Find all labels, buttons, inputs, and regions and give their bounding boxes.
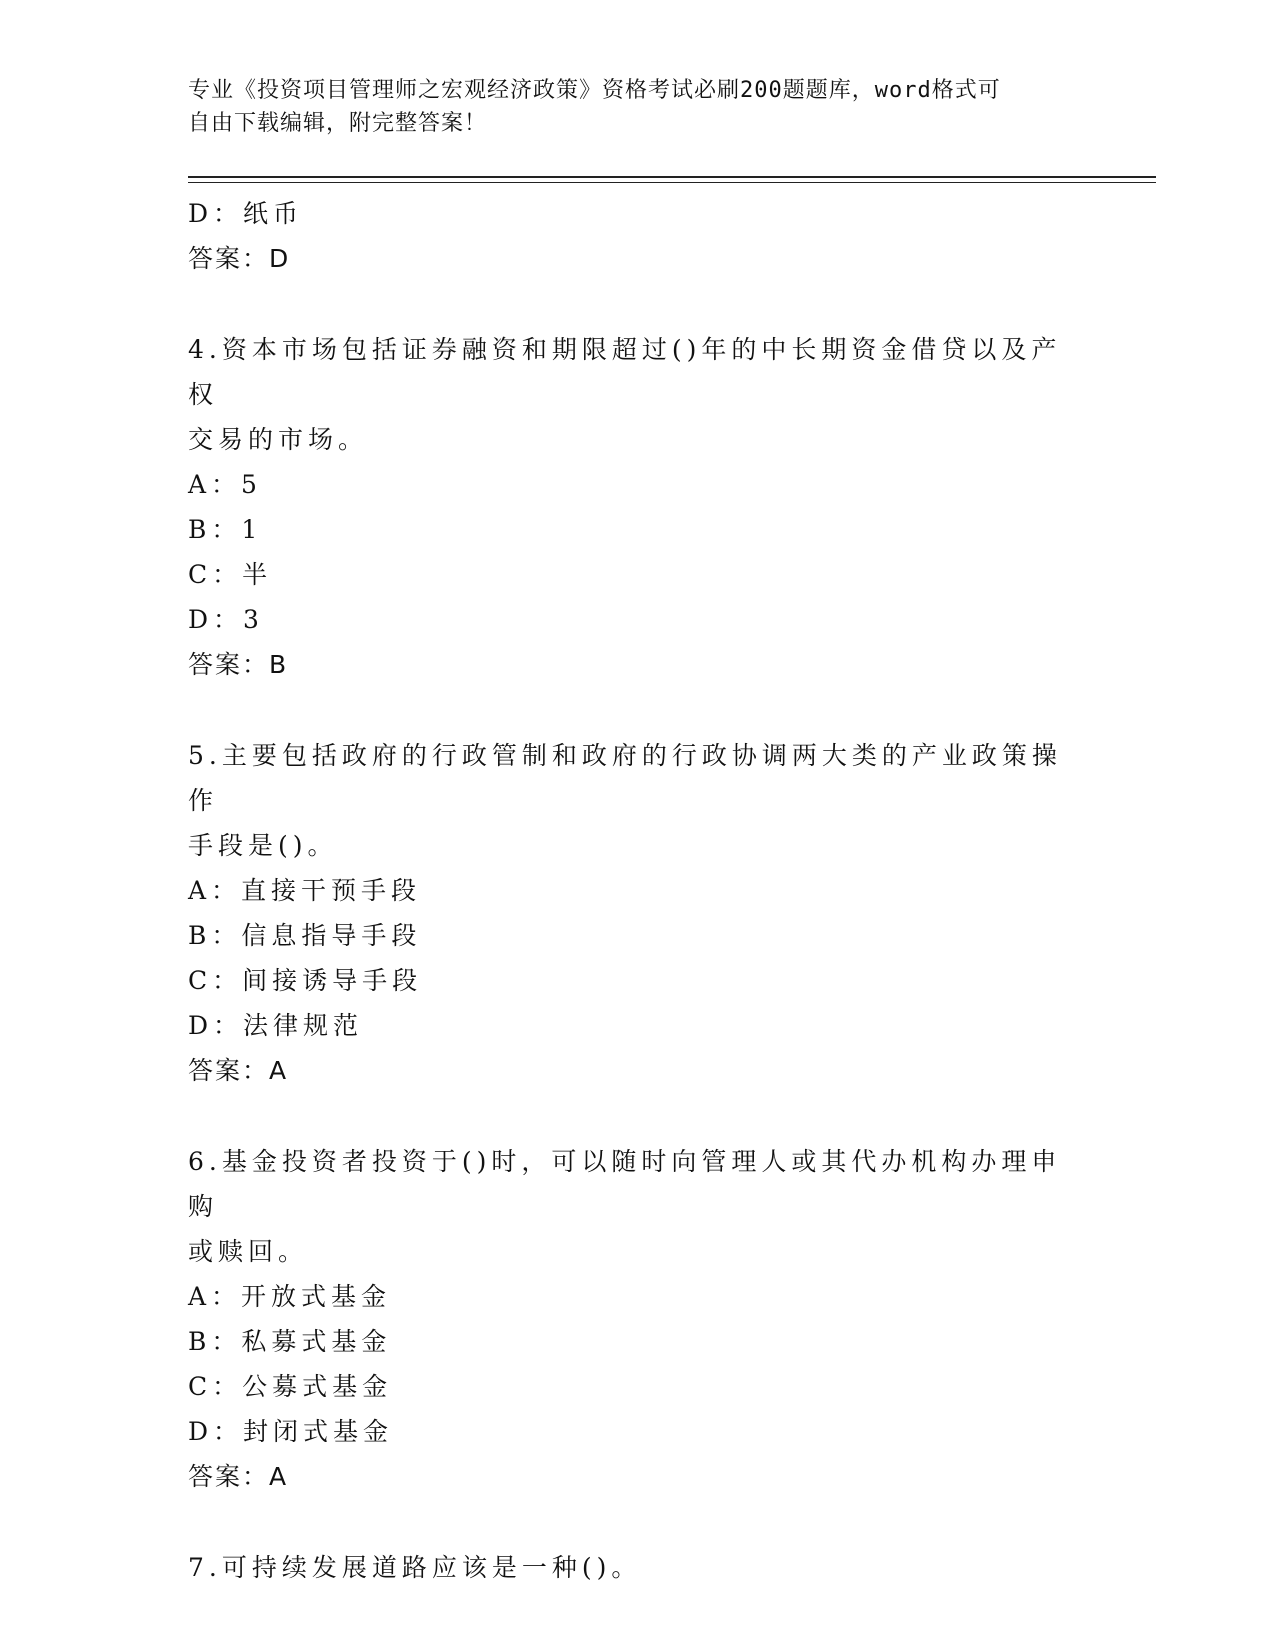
header-divider-thin: [188, 182, 1156, 183]
answer-line: 答案：B: [188, 650, 289, 679]
question-4: [188, 327, 1068, 687]
option-a: A：开放式基金: [188, 1282, 392, 1311]
header-divider-thick: [188, 176, 1156, 178]
option-a: A：5: [188, 470, 262, 499]
answer-line: 答案：A: [188, 1056, 289, 1085]
option-d: D：3: [188, 605, 264, 634]
question-stem: 5.主要包括政府的行政管制和政府的行政协调两大类的产业政策操作: [188, 741, 1062, 815]
question-stem-continued: 手段是()。: [188, 831, 338, 860]
answer-line: 答案：A: [188, 1462, 289, 1491]
question-stem-continued: 或赎回。: [188, 1237, 309, 1266]
answer-line: 答案：D: [188, 244, 291, 273]
question-list: [188, 191, 1068, 1590]
option-c: C：半: [188, 560, 273, 589]
option-d: D：纸币: [188, 199, 304, 228]
option-a: A：直接干预手段: [188, 876, 422, 905]
document-header: [188, 74, 1068, 140]
question-stem: 4.资本市场包括证券融资和期限超过()年的中长期资金借贷以及产权: [188, 335, 1062, 409]
question-3-tail: [188, 191, 1068, 281]
question-stem: 6.基金投资者投资于()时，可以随时向管理人或其代办机构办理申购: [188, 1147, 1062, 1221]
option-c: C：公募式基金: [188, 1372, 393, 1401]
option-d: D：封闭式基金: [188, 1417, 394, 1446]
option-c: C：间接诱导手段: [188, 966, 423, 995]
option-b: B：私募式基金: [188, 1327, 392, 1356]
option-b: B：1: [188, 515, 263, 544]
option-b: B：信息指导手段: [188, 921, 422, 950]
question-6: [188, 1139, 1068, 1499]
question-7: [188, 1545, 1068, 1590]
option-d: D：法律规范: [188, 1011, 364, 1040]
header-line-2: 自由下载编辑，附完整答案！: [188, 111, 488, 136]
question-stem-continued: 交易的市场。: [188, 425, 369, 454]
question-stem: 7.可持续发展道路应该是一种()。: [188, 1553, 642, 1582]
header-line-1: 专业《投资项目管理师之宏观经济政策》资格考试必刷200题题库，word格式可: [188, 78, 1001, 103]
question-5: [188, 733, 1068, 1093]
